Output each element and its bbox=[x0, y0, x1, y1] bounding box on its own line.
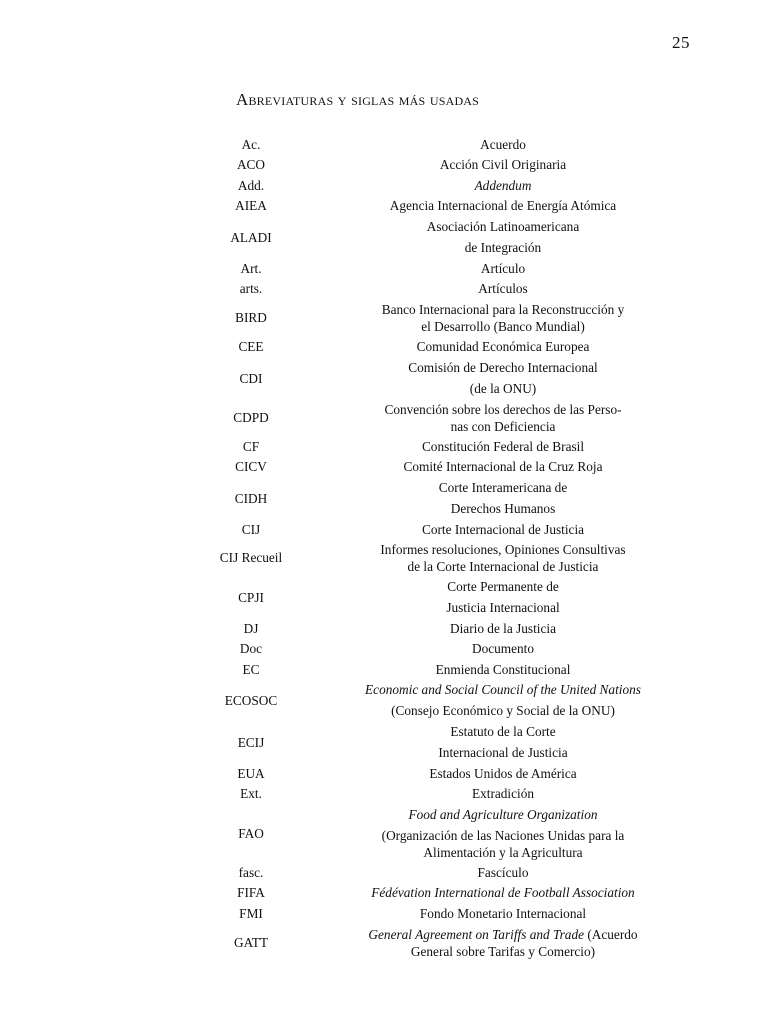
definition-text: Banco Internacional para la Reconstrucción y bbox=[381, 301, 625, 317]
abbreviation-row bbox=[190, 399, 690, 436]
abbreviation-term: ECOSOC bbox=[224, 692, 278, 708]
definition-line bbox=[316, 844, 690, 861]
definition-line bbox=[316, 558, 690, 575]
abbreviation-row bbox=[190, 638, 690, 659]
abbreviation-term: Ac. bbox=[241, 136, 261, 152]
abbreviation-row bbox=[190, 882, 690, 903]
abbreviation-definition bbox=[312, 926, 690, 960]
abbreviation-row bbox=[190, 195, 690, 216]
abbreviation-term: Ext. bbox=[240, 786, 262, 801]
abbreviation-term: FAO bbox=[238, 825, 264, 841]
definition-line bbox=[316, 318, 690, 335]
definition-text: Comisión de Derecho Internacional bbox=[408, 360, 598, 375]
abbreviation-row bbox=[190, 721, 690, 763]
definition-line bbox=[316, 827, 690, 844]
definition-text: Constitución Federal de Brasil bbox=[421, 438, 585, 454]
definition-text: Justicia Internacional bbox=[446, 600, 560, 615]
abbreviation-definition bbox=[312, 723, 690, 761]
abbreviation-definition bbox=[312, 338, 690, 355]
abbreviation-definition bbox=[312, 640, 690, 657]
abbreviation-definition bbox=[312, 359, 690, 397]
definition-line bbox=[316, 702, 690, 719]
abbreviation-definition bbox=[312, 458, 690, 475]
definition-text: (de la ONU) bbox=[469, 381, 537, 396]
abbreviation-definition bbox=[312, 301, 690, 335]
definition-text: Enmienda Constitucional bbox=[435, 661, 571, 677]
abbreviation-definition bbox=[312, 280, 690, 297]
definition-line bbox=[316, 521, 690, 538]
abbreviation-row bbox=[190, 436, 690, 456]
definition-text: Corte Internacional de Justicia bbox=[421, 521, 585, 537]
definition-line bbox=[316, 177, 690, 194]
abbreviation-term: DJ bbox=[243, 620, 259, 636]
abbreviation-definition bbox=[312, 521, 690, 538]
definition-line bbox=[316, 438, 690, 455]
definition-line bbox=[316, 136, 690, 153]
abbreviation-row bbox=[190, 763, 690, 783]
definition-line bbox=[316, 197, 690, 214]
definition-text: Artículos bbox=[478, 281, 528, 296]
abbreviation-definition bbox=[312, 806, 690, 861]
definition-text: General sobre Tarifas y Comercio) bbox=[410, 943, 596, 959]
definition-text: Alimentación y la Agricultura bbox=[423, 844, 583, 860]
abbreviation-definition bbox=[312, 681, 690, 719]
abbreviation-row bbox=[190, 216, 690, 258]
abbreviation-definition bbox=[312, 620, 690, 637]
definition-text: de la Corte Internacional de Justicia bbox=[407, 558, 599, 574]
abbreviation-definition bbox=[312, 438, 690, 455]
abbreviation-term: ECIJ bbox=[237, 734, 265, 750]
abbreviation-row bbox=[190, 154, 690, 175]
definition-line bbox=[316, 578, 690, 595]
definition-text: Estados Unidos de América bbox=[429, 765, 577, 781]
definition-line bbox=[316, 884, 690, 901]
definition-text: (Consejo Económico y Social de la ONU) bbox=[391, 703, 615, 718]
definition-line bbox=[316, 640, 690, 657]
abbreviation-row bbox=[190, 456, 690, 477]
page-number: 25 bbox=[672, 33, 690, 52]
abbreviation-definition bbox=[312, 177, 690, 194]
abbreviation-term: CIJ bbox=[241, 521, 261, 537]
definition-text: Asociación Latinoamericana bbox=[426, 219, 580, 234]
definition-text-italic: Addendum bbox=[474, 177, 532, 193]
definition-text-italic: Economic and Social Council of the United Nations bbox=[365, 682, 641, 697]
abbreviation-term: CICV bbox=[235, 459, 267, 474]
definition-line bbox=[316, 806, 690, 823]
definition-line bbox=[316, 401, 690, 418]
abbreviation-term: CEE bbox=[238, 339, 264, 354]
abbreviation-row bbox=[190, 336, 690, 357]
abbreviation-definition bbox=[312, 541, 690, 575]
abbreviation-definition bbox=[312, 765, 690, 782]
abbreviation-definition bbox=[312, 479, 690, 517]
definition-text: Corte Interamericana de bbox=[438, 480, 568, 495]
abbreviation-term: CIDH bbox=[234, 490, 268, 506]
definition-line bbox=[316, 301, 690, 318]
definition-line bbox=[316, 458, 690, 475]
definition-line bbox=[316, 620, 690, 637]
abbreviation-term: Art. bbox=[240, 260, 262, 276]
definition-text-italic: Fédévation International de Football Association bbox=[371, 885, 635, 900]
abbreviation-definition bbox=[312, 884, 690, 901]
definition-text: (Acuerdo bbox=[584, 926, 638, 942]
abbreviation-row bbox=[190, 357, 690, 399]
definition-line bbox=[316, 744, 690, 761]
abbreviation-term: AIEA bbox=[235, 198, 267, 213]
abbreviation-row bbox=[190, 783, 690, 804]
page-title: Abreviaturas y siglas más usadas bbox=[236, 90, 480, 109]
definition-line bbox=[316, 359, 690, 376]
abbreviation-row bbox=[190, 519, 690, 539]
definition-text-italic: General Agreement on Tariffs and Trade bbox=[368, 926, 585, 942]
definition-text: Diario de la Justicia bbox=[450, 620, 556, 636]
abbreviation-term: CIJ Recueil bbox=[219, 550, 283, 565]
definition-text: nas con Deficiencia bbox=[450, 418, 556, 434]
definition-line bbox=[316, 681, 690, 698]
definition-text: Derechos Humanos bbox=[450, 501, 556, 516]
definition-text: Agencia Internacional de Energía Atómica bbox=[389, 198, 617, 213]
definition-line bbox=[316, 260, 690, 277]
abbreviation-term: EUA bbox=[237, 765, 265, 781]
definition-line bbox=[316, 599, 690, 616]
definition-text: Extradición bbox=[471, 786, 535, 801]
abbreviation-row bbox=[190, 299, 690, 336]
abbreviation-term: FMI bbox=[239, 906, 263, 921]
definition-text: Comunidad Económica Europea bbox=[416, 339, 590, 354]
abbreviation-definition bbox=[312, 864, 690, 881]
definition-text: Comité Internacional de la Cruz Roja bbox=[403, 459, 603, 474]
definition-line bbox=[316, 765, 690, 782]
abbreviation-term: FIFA bbox=[237, 885, 265, 900]
definition-text: Estatuto de la Corte bbox=[450, 724, 556, 739]
definition-text: Artículo bbox=[480, 260, 526, 276]
definition-text: Acción Civil Originaria bbox=[439, 157, 567, 172]
abbreviation-definition bbox=[312, 661, 690, 678]
abbreviation-definition bbox=[312, 218, 690, 256]
definition-line bbox=[316, 723, 690, 740]
definition-text: Internacional de Justicia bbox=[438, 745, 568, 760]
abbreviation-term: CDPD bbox=[233, 410, 269, 425]
definition-line bbox=[316, 785, 690, 802]
definition-line bbox=[316, 239, 690, 256]
definition-line bbox=[316, 380, 690, 397]
abbreviation-term: BIRD bbox=[235, 310, 267, 325]
abbreviation-definition bbox=[312, 905, 690, 922]
definition-line bbox=[316, 418, 690, 435]
abbreviation-row bbox=[190, 659, 690, 679]
abbreviation-row bbox=[190, 618, 690, 638]
abbreviation-definition bbox=[312, 136, 690, 153]
abbreviation-definition bbox=[312, 785, 690, 802]
abbreviation-term: CF bbox=[242, 438, 260, 454]
abbreviation-row bbox=[190, 477, 690, 519]
definition-line bbox=[316, 500, 690, 517]
definition-line bbox=[316, 926, 690, 943]
abbreviation-term: CPJI bbox=[238, 589, 264, 605]
definition-text: Corte Permanente de bbox=[447, 579, 559, 594]
definition-text: el Desarrollo (Banco Mundial) bbox=[421, 318, 585, 334]
definition-text: Convención sobre los derechos de las Perso- bbox=[384, 401, 622, 417]
abbreviation-row bbox=[190, 679, 690, 721]
definition-line bbox=[316, 156, 690, 173]
abbreviation-term: ACO bbox=[236, 157, 266, 172]
definition-text-italic: Food and Agriculture Organization bbox=[408, 806, 598, 822]
abbreviation-definition bbox=[312, 197, 690, 214]
definition-text: Fondo Monetario Internacional bbox=[419, 906, 587, 921]
abbreviation-row bbox=[190, 258, 690, 278]
abbreviation-term: ALADI bbox=[230, 229, 272, 245]
abbreviation-row bbox=[190, 576, 690, 618]
abbreviation-definition bbox=[312, 401, 690, 435]
abbreviation-row bbox=[190, 278, 690, 299]
definition-text: de Integración bbox=[464, 240, 542, 255]
abbreviation-row bbox=[190, 804, 690, 862]
abbreviation-row bbox=[190, 539, 690, 576]
definition-line bbox=[316, 661, 690, 678]
definition-line bbox=[316, 338, 690, 355]
abbreviation-term: CDI bbox=[239, 370, 263, 386]
definition-text: Fascículo bbox=[477, 864, 529, 880]
definition-line bbox=[316, 864, 690, 881]
abbreviation-row bbox=[190, 903, 690, 924]
definition-text: Informes resoluciones, Opiniones Consultivas bbox=[380, 541, 626, 557]
abbreviation-term: arts. bbox=[239, 281, 263, 296]
definition-line bbox=[316, 479, 690, 496]
definition-text: (Organización de las Naciones Unidas para la bbox=[381, 827, 625, 843]
abbreviation-term: fasc. bbox=[238, 864, 264, 880]
definition-line bbox=[316, 280, 690, 297]
definition-line bbox=[316, 905, 690, 922]
abbreviation-term: Add. bbox=[237, 177, 265, 193]
abbreviation-list bbox=[190, 134, 690, 961]
abbreviation-definition bbox=[312, 260, 690, 277]
abbreviation-row bbox=[190, 862, 690, 882]
abbreviation-row bbox=[190, 134, 690, 154]
definition-line bbox=[316, 218, 690, 235]
abbreviation-term: GATT bbox=[234, 935, 268, 950]
definition-line bbox=[316, 943, 690, 960]
definition-text: Acuerdo bbox=[480, 136, 526, 152]
abbreviation-row bbox=[190, 924, 690, 961]
definition-text: Documento bbox=[471, 641, 535, 656]
abbreviation-definition bbox=[312, 156, 690, 173]
abbreviation-row bbox=[190, 175, 690, 195]
definition-line bbox=[316, 541, 690, 558]
abbreviation-term: Doc bbox=[239, 641, 263, 656]
abbreviation-definition bbox=[312, 578, 690, 616]
abbreviation-term: EC bbox=[242, 661, 260, 677]
